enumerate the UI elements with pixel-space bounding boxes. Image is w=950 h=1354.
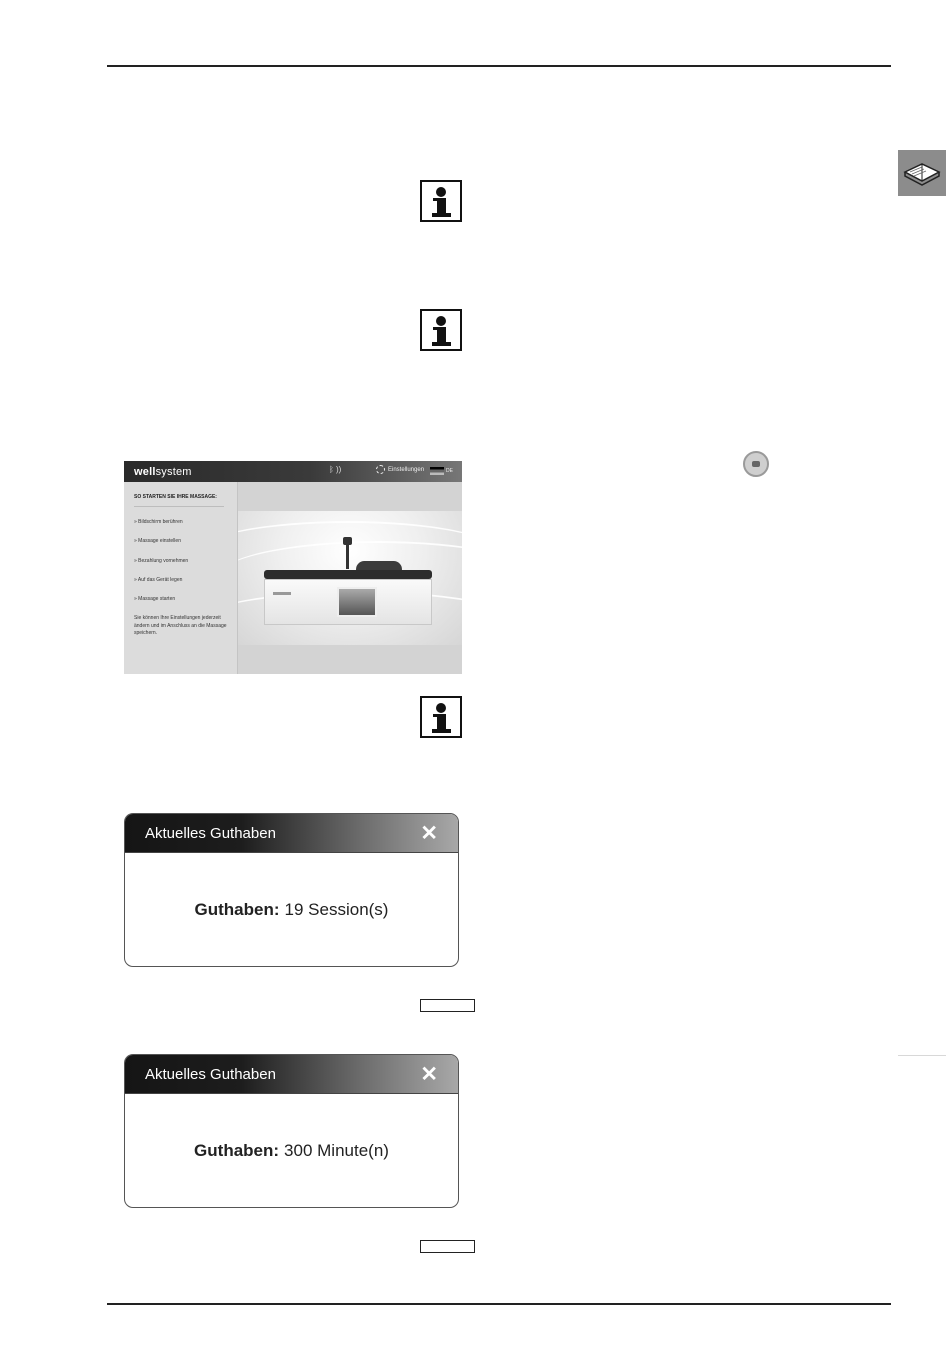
- credit-label: Guthaben:: [194, 1141, 280, 1160]
- gear-icon: [376, 465, 385, 474]
- nfc-reader-icon: [743, 451, 769, 477]
- header-rule: [107, 65, 891, 67]
- bed-window: [337, 587, 377, 617]
- credit-value: 19 Session(s): [284, 900, 389, 919]
- language-code: DE: [446, 468, 453, 474]
- info-icon: [420, 696, 462, 738]
- stage-top-band: [238, 482, 462, 511]
- credit-dialog-minutes: [124, 1054, 459, 1208]
- massage-bed: [264, 579, 432, 625]
- close-icon[interactable]: ✕: [420, 1062, 438, 1086]
- flag-icon: [430, 467, 444, 475]
- dialog-title: Aktuelles Guthaben: [145, 1065, 276, 1083]
- step-item: » Bezahlung vornehmen: [134, 558, 189, 564]
- credit-label: Guthaben:: [194, 900, 280, 919]
- panel-title: SO STARTEN SIE IHRE MASSAGE:: [134, 494, 217, 500]
- info-icon: [420, 309, 462, 351]
- massage-arm-head: [343, 537, 352, 545]
- panel-divider: [134, 506, 224, 507]
- dialog-body: [125, 1094, 458, 1208]
- chapter-tab[interactable]: [898, 150, 946, 196]
- brand-logo: wellsystem: [134, 465, 192, 478]
- dialog-title: Aktuelles Guthaben: [145, 824, 276, 842]
- stage-bottom-band: [238, 645, 462, 674]
- screen-top-bar: [124, 461, 462, 482]
- info-icon: [420, 180, 462, 222]
- step-item: » Massage starten: [134, 596, 176, 602]
- step-item: » Auf das Gerät legen: [134, 577, 183, 583]
- credit-value: 300 Minute(n): [284, 1141, 389, 1160]
- dialog-body: [125, 853, 458, 967]
- bed-top: [264, 570, 432, 579]
- empty-label-box: [420, 1240, 475, 1253]
- side-divider: [898, 1055, 946, 1056]
- instruction-panel: [124, 482, 238, 674]
- empty-label-box: [420, 999, 475, 1012]
- settings-button[interactable]: [376, 465, 424, 474]
- language-selector[interactable]: [430, 467, 453, 475]
- credit-dialog-sessions: [124, 813, 459, 967]
- open-book-icon: [902, 158, 942, 188]
- footer-rule: [107, 1303, 891, 1305]
- bluetooth-sound-icon: ᛒ )): [329, 465, 342, 474]
- dialog-header: [125, 814, 458, 853]
- settings-label: Einstellungen: [388, 466, 425, 473]
- panel-note: Sie können Ihre Einstellungen jederzeit ändern und im Anschluss an die Massage speichern.: [134, 615, 227, 636]
- dialog-header: [125, 1055, 458, 1094]
- bed-logo: [273, 592, 291, 595]
- close-icon[interactable]: ✕: [420, 821, 438, 845]
- product-image: [238, 511, 462, 645]
- device-screen-mockup: [124, 461, 462, 674]
- step-item: » Bildschirm berühren: [134, 519, 183, 525]
- step-item: » Massage einstellen: [134, 538, 181, 544]
